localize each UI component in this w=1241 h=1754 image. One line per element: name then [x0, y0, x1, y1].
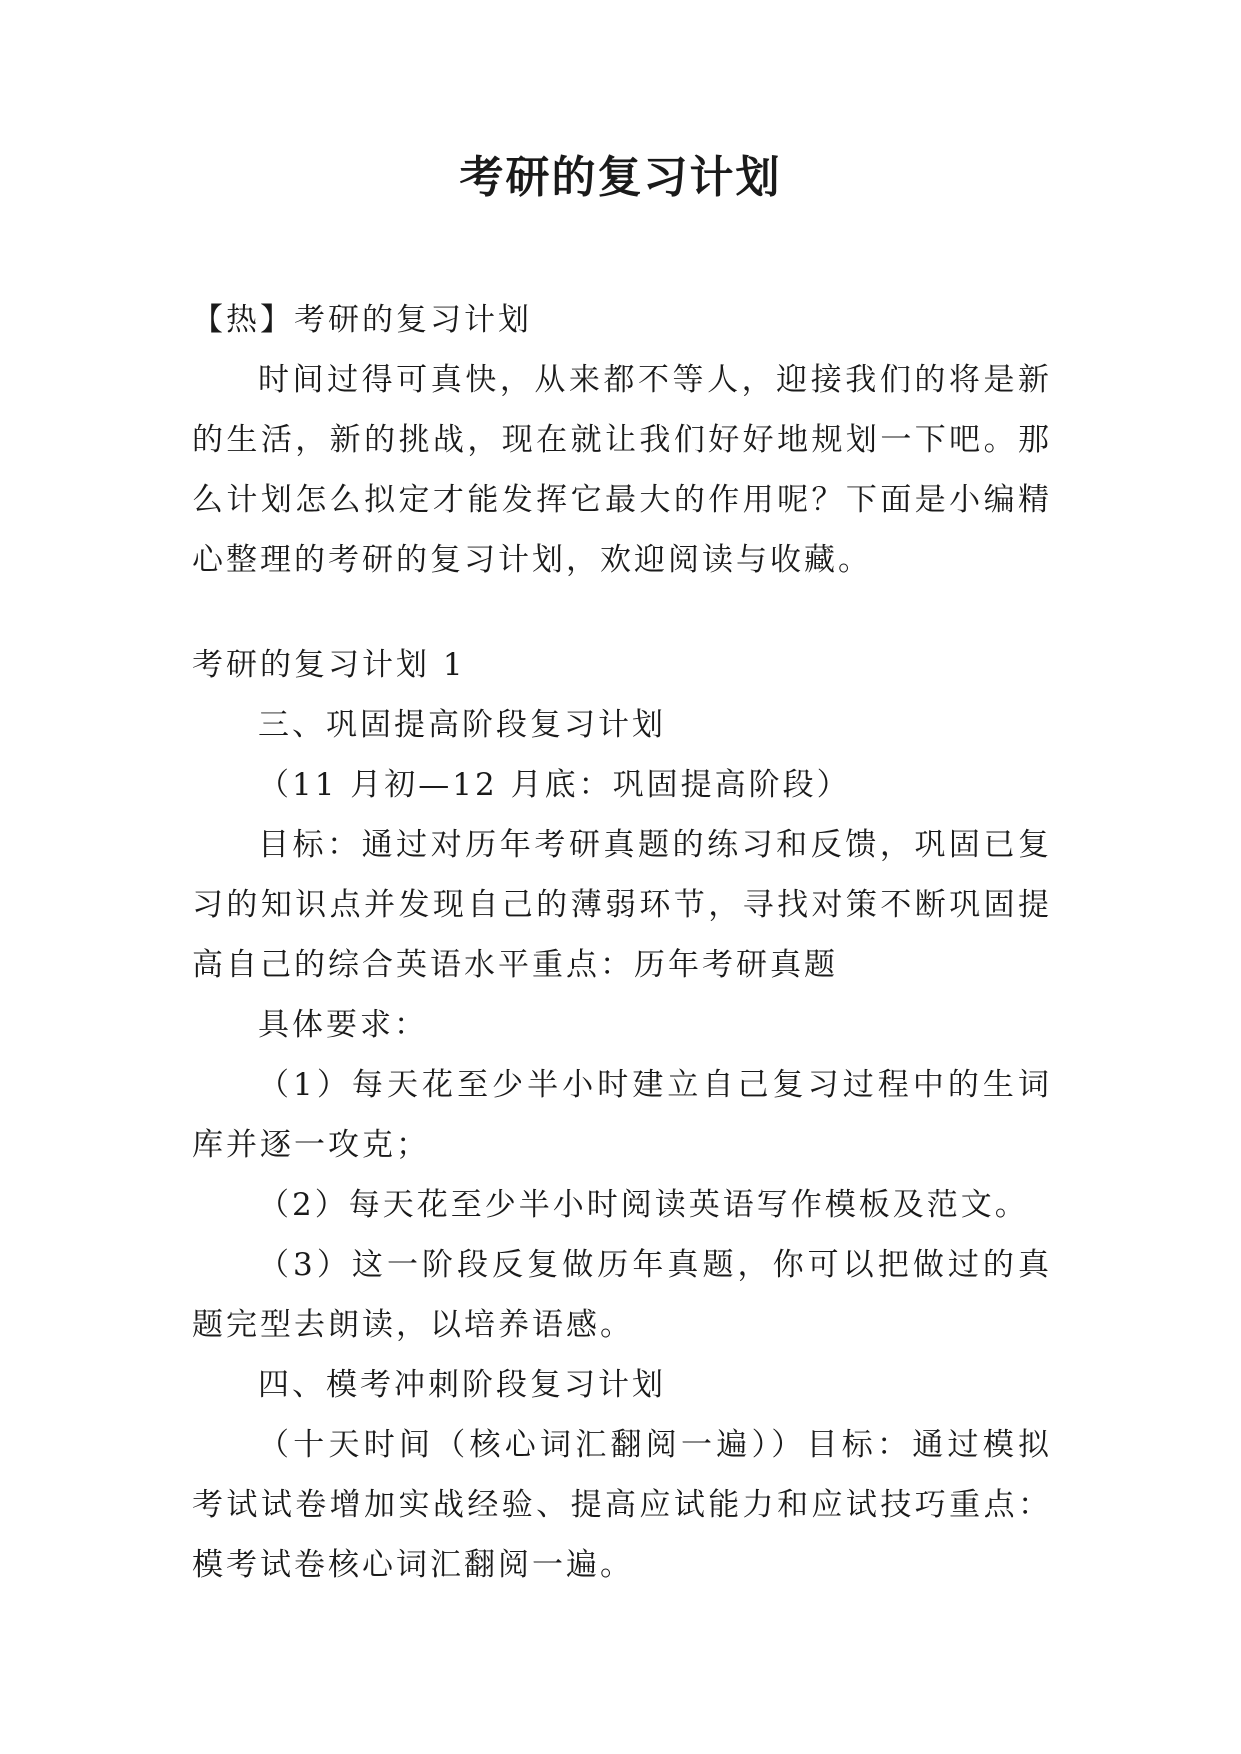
- paragraph: 目标：通过对历年考研真题的练习和反馈，巩固已复习的知识点并发现自己的薄弱环节，寻找对策不断巩固提高自己的综合英语水平重点：历年考研真题: [192, 827, 1052, 983]
- paragraph: （3）这一阶段反复做历年真题，你可以把做过的真题完型去朗读，以培养语感。: [192, 1247, 1052, 1343]
- paragraph: （十天时间（核心词汇翻阅一遍））目标：通过模拟考试试卷增加实战经验、提高应试能力和应试技巧重点：模考试卷核心词汇翻阅一遍。: [192, 1427, 1052, 1583]
- document-title: 考研的复习计划: [459, 152, 782, 203]
- paragraph: （11 月初—12 月底：巩固提高阶段）: [258, 767, 851, 803]
- lead-heading: 【热】考研的复习计划: [192, 302, 532, 338]
- spacer: [192, 590, 1052, 635]
- intro-paragraph: 时间过得可真快，从来都不等人，迎接我们的将是新的生活，新的挑战，现在就让我们好好地规划一下吧。那么计划怎么拟定才能发挥它最大的作用呢？下面是小编精心整理的考研的复习计划，欢迎阅读与收藏。: [192, 362, 1052, 578]
- document-body: [192, 290, 1052, 1595]
- paragraph: 具体要求：: [258, 1007, 428, 1043]
- paragraph: （1）每天花至少半小时建立自己复习过程中的生词库并逐一攻克；: [192, 1067, 1052, 1163]
- section-title: 考研的复习计划 1: [192, 647, 466, 683]
- paragraph: （2）每天花至少半小时阅读英语写作模板及范文。: [258, 1187, 1029, 1223]
- paragraph: 四、模考冲刺阶段复习计划: [258, 1367, 666, 1403]
- paragraph: 三、巩固提高阶段复习计划: [258, 707, 666, 743]
